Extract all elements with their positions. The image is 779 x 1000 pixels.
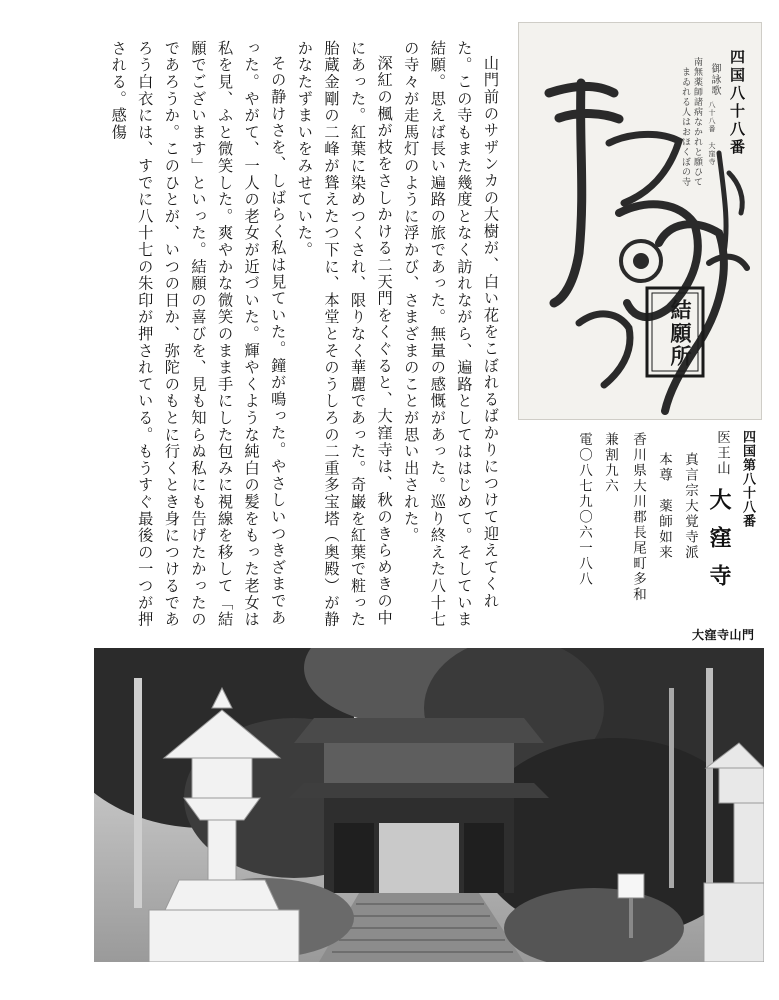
nokyo-stamp-image [518, 22, 762, 420]
goeika-note: 八十八番 大窪寺 [708, 101, 716, 166]
temple-phone: 電〇八七九〇六一八八 [576, 432, 592, 587]
temple-name: 大窪寺 [706, 488, 732, 602]
temple-sect: 真言宗大覚寺派 [682, 452, 698, 561]
temple-address-2: 兼割九六 [602, 432, 618, 494]
temple-honzon: 本尊 薬師如来 [656, 452, 672, 561]
temple-number: 四国第八十八番 [740, 430, 755, 528]
goeika-line-2: まゐれる人はおほくぼの寺 [680, 67, 690, 187]
goeika-line-1: 南無薬師諸病なかれと願ひて [692, 57, 702, 187]
temple-gate-drawing [94, 648, 764, 962]
essay [72, 40, 504, 630]
temple-mountain: 医王山 [714, 430, 730, 477]
stamp-header: 四国八十八番 [728, 49, 746, 157]
essay-paragraph: 山門前のサザンカの大樹が、白い花をこぼれるばかりにつけて迎えてくれた。この寺もまた幾度となく訪れながら、遍路としてははじめて。そしていま結願。思えば長い遍路の旅であった。無量の感慨があった。巡り終えた八十七の寺々が走馬灯のように浮かび、さまざまのことが思い出された。 [402, 40, 500, 628]
essay-paragraph: 深紅の楓が枝をさしかける二天門をくぐると、大窪寺は、秋のきらめきの中にあった。紅葉に染めつくされ、限りなく華麗であった。奇巌を紅葉で粧った胎蔵金剛の二峰が聳えたつ下に、本堂とそのうしろの二重多宝塔（奥殿）が静かなたずまいをみせていた。 [295, 40, 394, 628]
photo-caption: 大窪寺山門 [692, 628, 755, 642]
seal-text: 結願所 [668, 299, 693, 368]
temple-address: 香川県大川郡長尾町多和 [630, 432, 646, 603]
calligraphy-drawing [519, 23, 762, 420]
goeika-title: 御詠歌 [709, 63, 720, 96]
essay-paragraph: その静けさを、しばらく私は見ていた。鐘が鳴った。やさしいつきざまであった。やがて、一人の老女が近づいた。輝やくような純白の髪をもった老女は私を見、ふと微笑した。爽やかな微笑のまま手にした包みに視線を移して「結願でございます」といった。結願の喜びを、見も知らぬ私にも告げたかったのであろうか。このひとが、いつの日か、弥陀のもとに行くとき身につけるであろう白衣には、すでに八十七の朱印が押されている。もうすぐ最後の一つが押される。感傷 [109, 40, 288, 628]
temple-gate-photo [94, 648, 764, 962]
